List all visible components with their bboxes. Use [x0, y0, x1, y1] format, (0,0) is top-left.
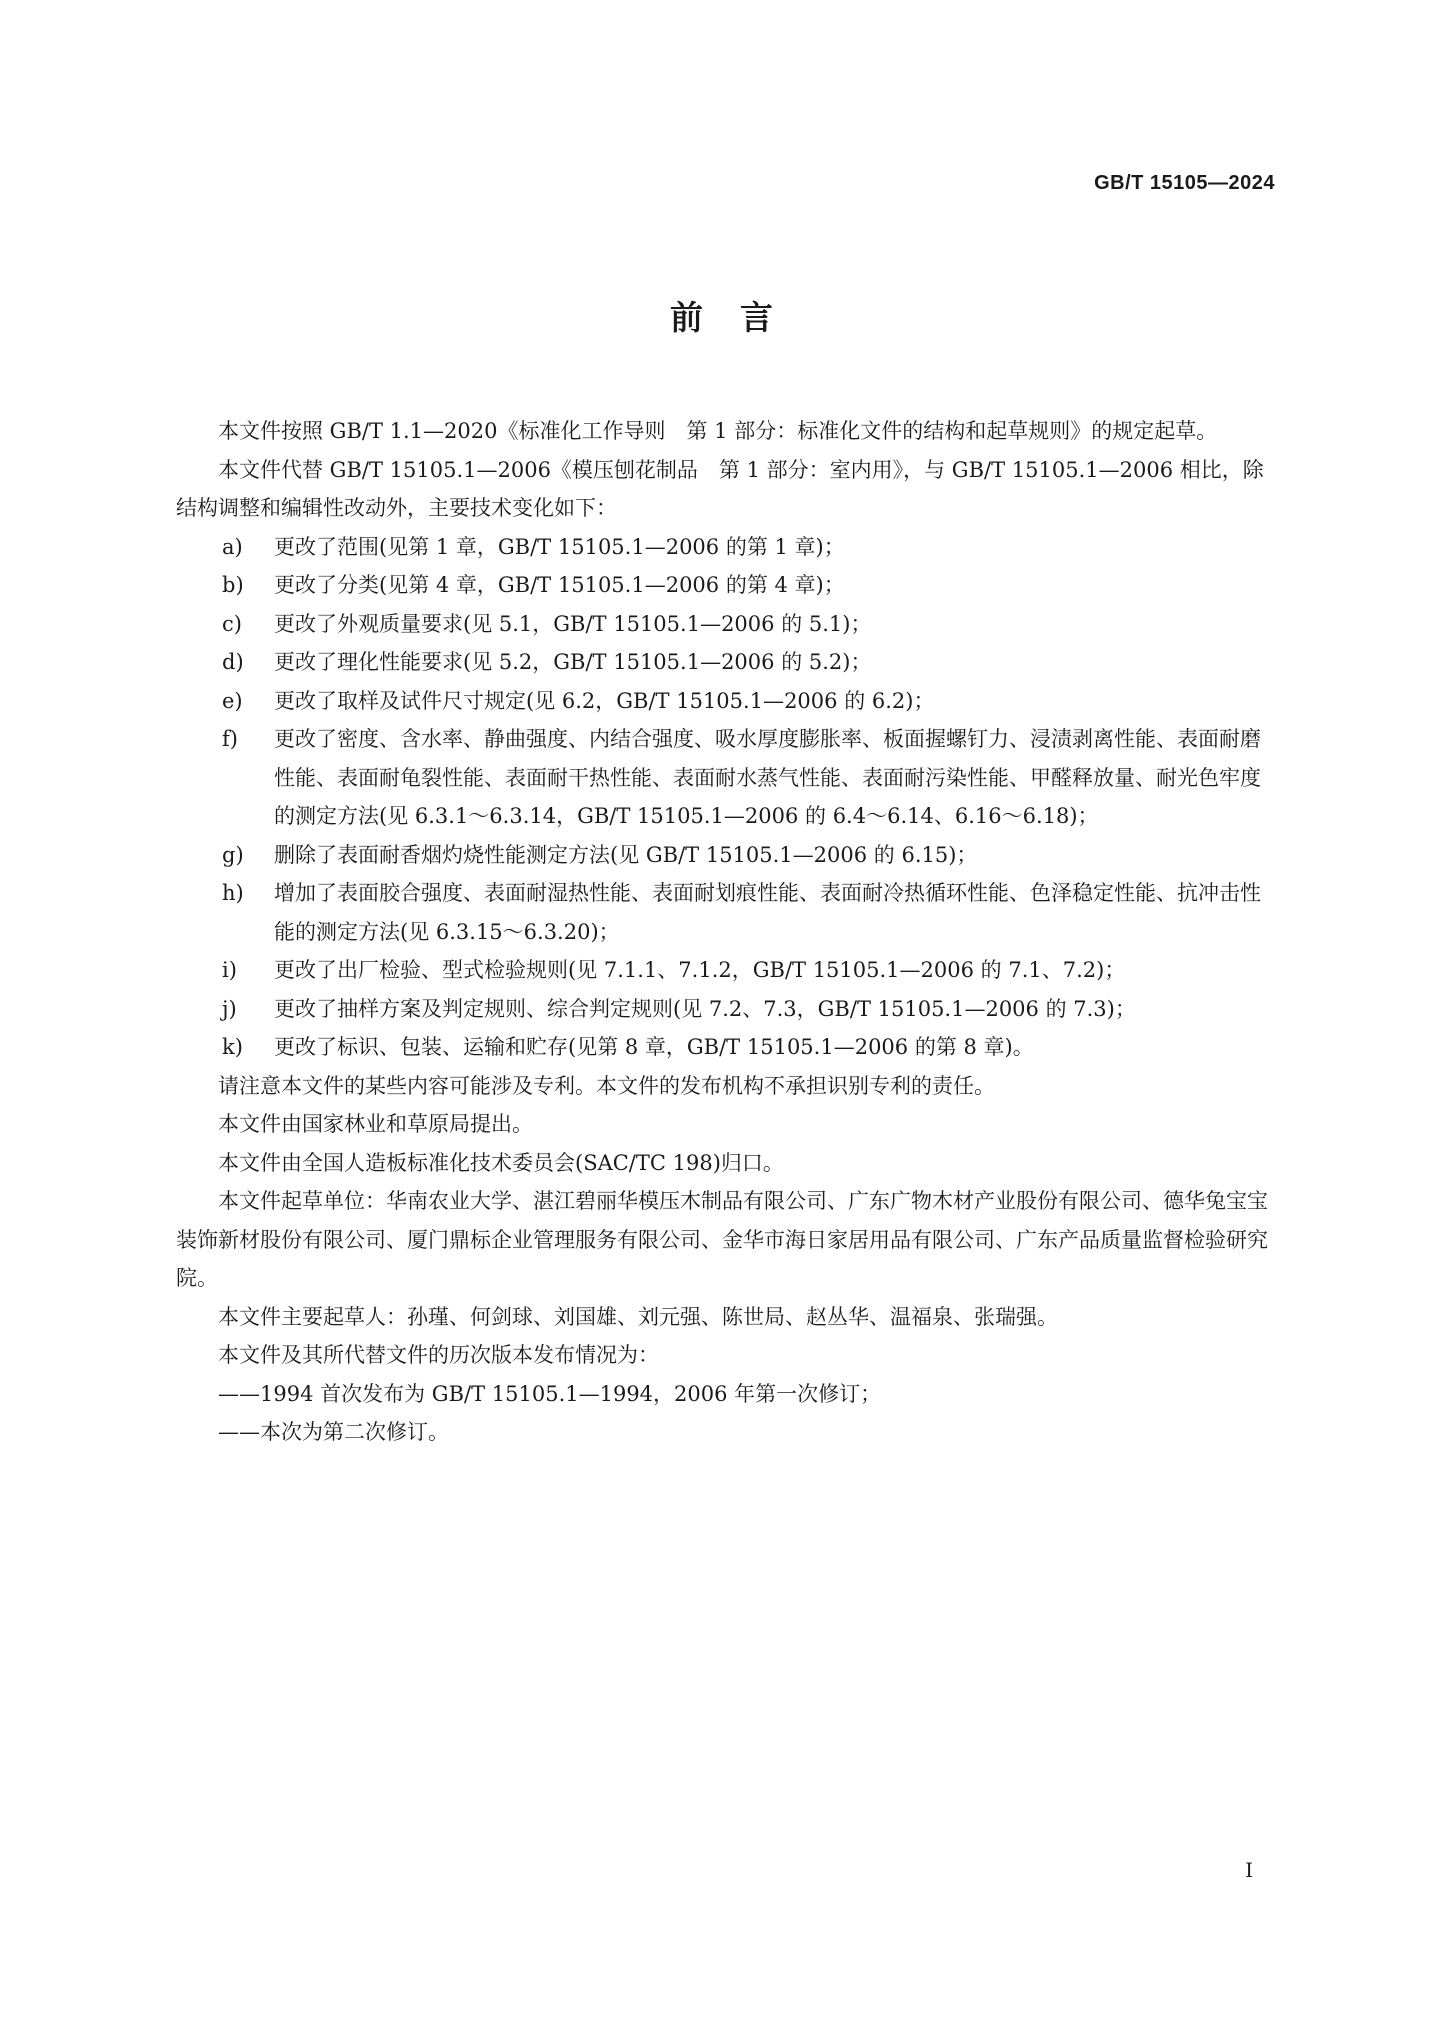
- list-item-text: 更改了出厂检验、型式检验规则(见 7.1.1、7.1.2，GB/T 15105.1—2006 的 7.1、7.2)；: [274, 958, 1126, 982]
- paragraph-drafters: 本文件主要起草人：孙瑾、何剑球、刘国雄、刘元强、陈世局、赵丛华、温福泉、张瑞强。: [218, 1304, 1058, 1329]
- list-item-label: f): [222, 727, 238, 751]
- list-item-label: k): [222, 1035, 243, 1059]
- list-item-text: 更改了取样及试件尺寸规定(见 6.2，GB/T 15105.1—2006 的 6.2)；: [274, 688, 935, 713]
- list-item-label: i): [222, 958, 237, 982]
- list-item: [176, 951, 1276, 990]
- list-item-label: a): [222, 534, 243, 559]
- history-item: ——1994 首次发布为 GB/T 15105.1—1994，2006 年第一次修订；: [218, 1381, 882, 1406]
- list-item-label: b): [222, 573, 244, 597]
- paragraph-patent-notice: 请注意本文件的某些内容可能涉及专利。本文件的发布机构不承担识别专利的责任。: [218, 1073, 995, 1098]
- document-body: [176, 412, 1276, 1452]
- list-item-label: g): [222, 842, 244, 867]
- history-list: [176, 1375, 1276, 1452]
- changes-list: [176, 528, 1276, 1067]
- list-item: [176, 836, 1276, 875]
- list-item-label: c): [222, 611, 242, 636]
- paragraph-proposed-by: 本文件由国家林业和草原局提出。: [218, 1112, 533, 1136]
- list-item-label: e): [222, 688, 243, 713]
- list-item-text: 更改了抽样方案及判定规则、综合判定规则(见 7.2、7.3，GB/T 15105.1—2006 的 7.3)；: [274, 996, 1136, 1021]
- paragraph-drafting-rules: 本文件按照 GB/T 1.1—2020《标准化工作导则 第 1 部分：标准化文件的结构和起草规则》的规定起草。: [218, 419, 1218, 443]
- paragraph-version-history: 本文件及其所代替文件的历次版本发布情况为：: [218, 1343, 659, 1367]
- standard-code: GB/T 15105—2024: [1094, 172, 1275, 194]
- list-item: [176, 643, 1276, 682]
- paragraph-drafting-organizations: 本文件起草单位：华南农业大学、湛江碧丽华模压木制品有限公司、广东广物木材产业股份有限公司、德华兔宝宝装饰新材股份有限公司、厦门鼎标企业管理服务有限公司、金华市海日家居用品有限公司、广东产品质量监督检验研究院。: [176, 1189, 1268, 1290]
- list-item: [176, 605, 1276, 644]
- list-item: [176, 720, 1276, 836]
- paragraph-under-jurisdiction: 本文件由全国人造板标准化技术委员会(SAC/TC 198)归口。: [218, 1150, 784, 1175]
- page-title: 前 言: [670, 298, 775, 337]
- list-item: [176, 566, 1276, 605]
- list-item: [176, 528, 1276, 567]
- list-item-text: 更改了标识、包装、运输和贮存(见第 8 章，GB/T 15105.1—2006 的第 8 章)。: [274, 1035, 1034, 1059]
- list-item-text: 更改了范围(见第 1 章，GB/T 15105.1—2006 的第 1 章)；: [274, 534, 845, 559]
- page-number: I: [1245, 1858, 1253, 1882]
- list-item-label: j): [222, 996, 237, 1021]
- list-item-text: 增加了表面胶合强度、表面耐湿热性能、表面耐划痕性能、表面耐冷热循环性能、色泽稳定性能、抗冲击性能的测定方法(见 6.3.15～6.3.20)；: [274, 881, 1261, 944]
- history-item: ——本次为第二次修订。: [218, 1420, 449, 1444]
- list-item-text: 删除了表面耐香烟灼烧性能测定方法(见 GB/T 15105.1—2006 的 6.15)；: [274, 842, 978, 867]
- list-item-text: 更改了外观质量要求(见 5.1，GB/T 15105.1—2006 的 5.1)；: [274, 611, 872, 636]
- list-item: [176, 1028, 1276, 1067]
- list-item-label: d): [222, 650, 244, 674]
- list-item: [176, 874, 1276, 951]
- list-item-label: h): [222, 881, 244, 905]
- list-item-text: 更改了理化性能要求(见 5.2，GB/T 15105.1—2006 的 5.2)；: [274, 650, 872, 674]
- list-item: [176, 990, 1276, 1029]
- paragraph-replaces: 本文件代替 GB/T 15105.1—2006《模压刨花制品 第 1 部分：室内用》，与 GB/T 15105.1—2006 相比，除结构调整和编辑性改动外，主要技术变化如下：: [176, 457, 1264, 520]
- list-item-text: 更改了分类(见第 4 章，GB/T 15105.1—2006 的第 4 章)；: [274, 573, 845, 597]
- list-item: [176, 682, 1276, 721]
- list-item-text: 更改了密度、含水率、静曲强度、内结合强度、吸水厚度膨胀率、板面握螺钉力、浸渍剥离性能、表面耐磨性能、表面耐龟裂性能、表面耐干热性能、表面耐水蒸气性能、表面耐污染性能、甲醛释放量、耐光色牢度的测定方法(见 6.3.1～6.3.14，GB/T 15105.1—2006 的 6.4～6.14、6.16～6.18)；: [274, 727, 1261, 828]
